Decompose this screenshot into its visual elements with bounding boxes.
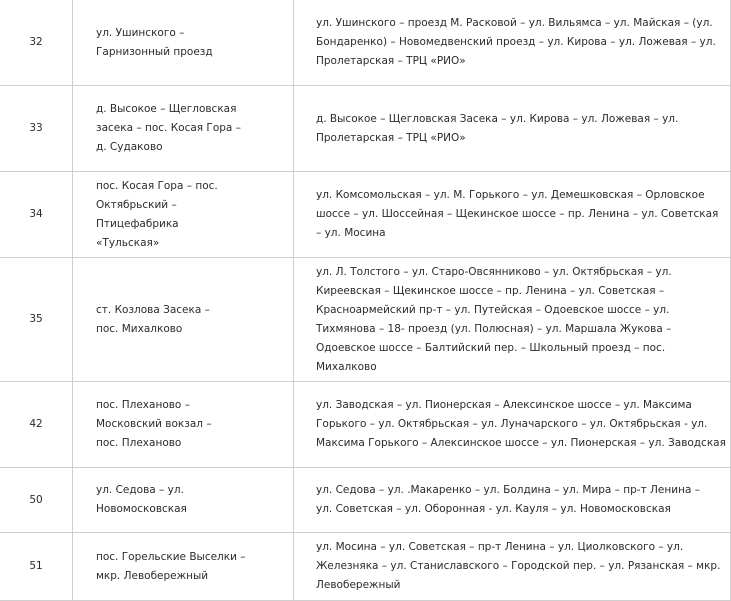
table-row <box>0 172 731 258</box>
route-name: пос. Горельские Выселки – мкр. Левобережный <box>96 550 246 582</box>
route-number: 35 <box>0 258 73 382</box>
route-number: 32 <box>0 0 73 86</box>
route-name: пос. Косая Гора – пос. Октябрьский – Птицефабрика «Тульская» <box>96 179 218 249</box>
route-name: пос. Плеханово – Московский вокзал – пос. Плеханово <box>96 399 212 449</box>
route-number: 51 <box>0 533 73 601</box>
route-number: 42 <box>0 382 73 468</box>
route-number: 33 <box>0 86 73 172</box>
route-path: ул. Ушинского – проезд М. Расковой – ул. Вильямса – ул. Майская – (ул. Бондаренко) – Новомедвенский проезд – ул. Кирова – ул. Ложевая – ул. Пролетарская – ТРЦ «РИО» <box>316 17 716 67</box>
route-path: ул. Седова – ул. .Макаренко – ул. Болдина – ул. Мира – пр-т Ленина – ул. Советская – ул. Оборонная - ул. Кауля – ул. Новомосковская <box>316 484 700 515</box>
table-row <box>0 468 731 533</box>
route-name: ул. Ушинского – Гарнизонный проезд <box>96 26 213 58</box>
route-path: ул. Мосина – ул. Советская – пр-т Ленина – ул. Циолковского – ул. Железняка – ул. Станиславского – Городской пер. – ул. Рязанская – мкр. Левобережный <box>316 541 721 591</box>
table-row <box>0 0 731 86</box>
route-path: ул. Л. Толстого – ул. Старо-Овсянниково – ул. Октябрьская – ул. Киреевская – Щекинское шоссе – пр. Ленина – ул. Советская – Красноармейский пр-т – ул. Путейская – Одоевское шоссе – ул. Тихмянова – 18- проезд (ул. Полюсная) – ул. Маршала Жукова – Одоевское шоссе – Балтийский пер. – Школьный проезд – пос. Михалково <box>316 265 672 373</box>
table-row <box>0 258 731 382</box>
route-name: ст. Козлова Засека – пос. Михалково <box>96 303 210 335</box>
route-name: д. Высокое – Щегловская засека – пос. Косая Гора – д. Судаково <box>96 103 241 153</box>
table-row <box>0 382 731 468</box>
route-path: ул. Заводская – ул. Пионерская – Алексинское шоссе – ул. Максима Горького – ул. Октябрьская – ул. Луначарского – ул. Октябрьская - ул. Максима Горького – Алексинское шоссе – ул. Пионерская – ул. Заводская <box>316 399 726 449</box>
route-path: д. Высокое – Щегловская Засека – ул. Кирова – ул. Ложевая – ул. Пролетарская – ТРЦ «РИО» <box>316 112 679 144</box>
route-path: ул. Комсомольская – ул. М. Горького – ул. Демешковская – Орловское шоссе – ул. Шоссейная – Щекинское шоссе – пр. Ленина – ул. Советская – ул. Мосина <box>316 189 719 239</box>
table-row <box>0 533 731 601</box>
route-number: 50 <box>0 468 73 533</box>
route-name: ул. Седова – ул. Новомосковская <box>96 484 187 515</box>
table-row <box>0 86 731 172</box>
route-number: 34 <box>0 172 73 258</box>
